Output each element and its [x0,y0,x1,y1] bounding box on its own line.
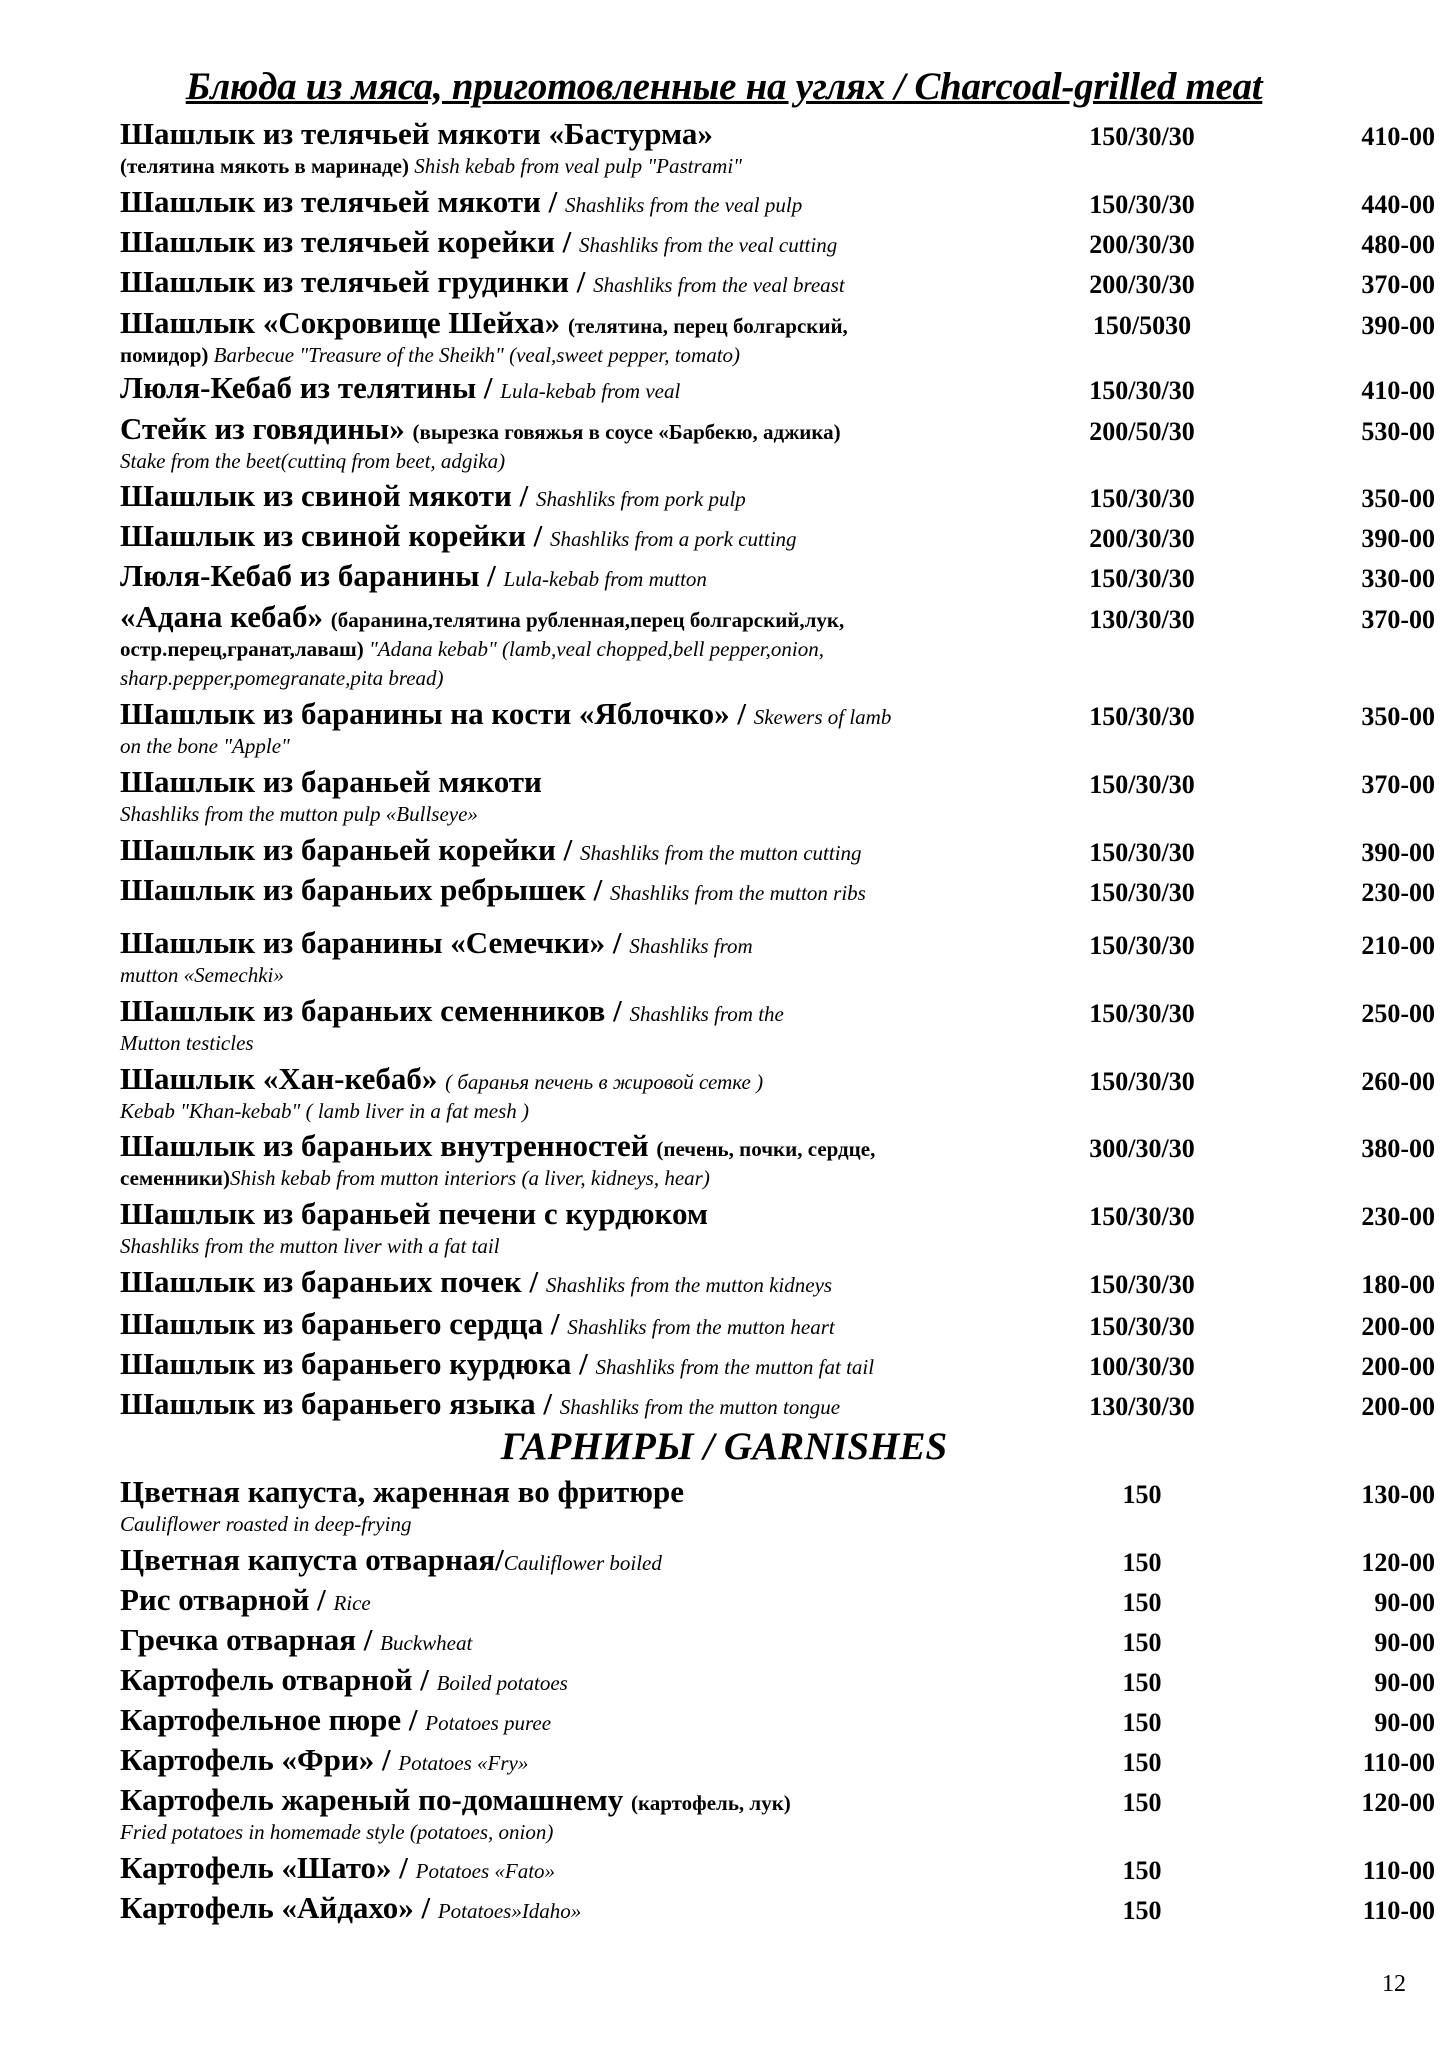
item-title-ru: Шашлык из баранины «Семечки» / [120,925,630,960]
item-title-ru: Люля-Кебаб из телятины / [120,370,501,405]
item-title-ru: Шашлык из баранины на кости «Яблочко» / [120,696,754,731]
item-title-en: Shashliks from the [629,1002,784,1026]
item-title-en: Shashliks from the veal breast [593,273,845,297]
item-name [120,1474,1000,1540]
meat-item [120,518,1435,555]
item-name [120,1196,1000,1262]
item-price: 200-00 [1361,1312,1435,1341]
item-price: 350-00 [1361,702,1435,731]
meat-item [120,993,1435,1059]
item-title-ru: Шашлык из бараньей печени с курдюком [120,1196,709,1231]
garnish-item [120,1850,1435,1887]
item-name [120,1662,1000,1699]
item-title-ru: Шашлык из бараньих внутренностей [120,1128,657,1163]
item-title-en: Shashliks from the mutton kidneys [545,1273,833,1297]
item-ingredients-ru: (вырезка говяжья в соусе «Барбекю, аджика) [412,420,841,444]
item-name [120,1542,1000,1579]
item-price: 530-00 [1361,417,1435,446]
item-title-ru: Картофель «Шато» / [120,1850,416,1885]
item-price: 210-00 [1361,931,1435,960]
item-name [120,184,1000,221]
item-weight: 150/30/30 [1089,1202,1195,1231]
item-name [120,1702,1000,1739]
item-title-ru: Картофель отварной / [120,1662,437,1697]
item-weight: 150/30/30 [1089,1270,1195,1299]
item-title-ru: Шашлык «Сокровище Шейха» [120,305,568,340]
meat-item [120,411,1435,477]
item-price: 120-00 [1361,1548,1435,1577]
garnish-item [120,1662,1435,1699]
meat-item [120,832,1435,869]
item-weight: 150 [1122,1480,1162,1509]
item-title-en: Shashliks from pork pulp [535,487,746,511]
item-name [120,599,1000,694]
item-price: 90-00 [1374,1588,1435,1617]
item-weight: 150 [1122,1748,1162,1777]
item-name [120,1346,1000,1383]
item-description-en: Shashliks from the mutton liver with a fat tail [120,1234,500,1258]
item-weight: 200/50/30 [1089,417,1195,446]
item-weight: 150/30/30 [1089,931,1195,960]
item-ingredients-ru: семенники) [120,1166,231,1190]
item-title-ru: Стейк из говядины» [120,411,413,446]
garnish-item [120,1582,1435,1619]
item-name [120,305,1000,371]
item-ingredients-ru: (телятина мякоть в маринаде) [120,154,409,178]
item-title-ru: Шашлык из телячьей мякоти / [120,184,566,219]
item-name [120,832,1000,869]
item-description-en: Mutton testicles [120,1031,254,1055]
item-title-en: Shashliks from [629,934,753,958]
item-title-en: Shashliks from the mutton ribs [609,881,866,905]
meat-item [120,599,1435,694]
item-weight: 150/30/30 [1089,1067,1195,1096]
item-title-en: Shashliks from the mutton tongue [559,1395,841,1419]
item-price: 380-00 [1361,1134,1435,1163]
item-weight: 150/30/30 [1089,999,1195,1028]
item-weight: 150/30/30 [1089,1312,1195,1341]
item-price: 480-00 [1361,230,1435,259]
item-price: 410-00 [1361,122,1435,151]
garnish-item [120,1782,1435,1848]
item-weight: 200/30/30 [1089,524,1195,553]
item-description-en: sharp.pepper,pomegranate,pita bread) [120,666,444,690]
item-ingredients-ru: помидор) [120,343,209,367]
item-title-en: Shashliks from the mutton fat tail [595,1355,875,1379]
item-title-ru: Цветная капуста отварная/ [120,1542,504,1577]
item-name [120,1582,1000,1619]
garnish-item [120,1622,1435,1659]
item-title-en: Shashliks from the veal pulp [565,193,803,217]
item-title-ru: Картофельное пюре / [120,1702,426,1737]
item-weight: 130/30/30 [1089,1392,1195,1421]
item-price: 90-00 [1374,1708,1435,1737]
item-description-en: "Adana kebab" (lamb,veal chopped,bell pepper,onion, [363,637,824,661]
item-ingredients-ru: (баранина,телятина рубленная,перец болгарский,лук, [330,608,845,632]
item-title-en: Potatoes puree [425,1711,552,1735]
item-price: 110-00 [1362,1896,1435,1925]
item-weight: 150/30/30 [1089,484,1195,513]
item-price: 250-00 [1361,999,1435,1028]
item-description-en: Shish kebab from veal pulp "Pastrami" [409,154,742,178]
garnish-item [120,1474,1435,1540]
item-name [120,224,1000,261]
item-name [120,1128,1000,1194]
item-name [120,264,1000,301]
item-name [120,1264,1000,1301]
item-title-ru: «Адана кебаб» [120,599,331,634]
item-weight: 150 [1122,1668,1162,1697]
garnish-item [120,1742,1435,1779]
meat-item [120,224,1435,261]
item-title-en: Shashliks from a pork cutting [549,527,797,551]
item-title-ru: Шашлык «Хан-кебаб» [120,1061,446,1096]
item-title-ru: Шашлык из бараньего курдюка / [120,1346,596,1381]
item-title-ru: Шашлык из телячьей корейки / [120,224,580,259]
item-name [120,696,1000,762]
item-price: 370-00 [1361,770,1435,799]
meat-item [120,305,1435,371]
item-title-en: Shashliks from the veal cutting [579,233,838,257]
item-price: 110-00 [1362,1748,1435,1777]
item-title-ru: Шашлык из свиной мякоти / [120,478,536,513]
item-weight: 150/30/30 [1089,190,1195,219]
item-title-en: Cauliflower boiled [503,1551,662,1575]
item-price: 120-00 [1361,1788,1435,1817]
item-title-ru: Шашлык из бараньего языка / [120,1386,560,1421]
meat-item [120,872,1435,909]
item-title-en: Skewers of lamb [753,705,892,729]
meat-item [120,696,1435,762]
item-weight: 150/30/30 [1089,122,1195,151]
item-price: 110-00 [1362,1856,1435,1885]
item-title-ru: Шашлык из телячьей мякоти «Бастурма» [120,116,713,151]
item-title-en: Rice [333,1591,371,1615]
item-description-en: Fried potatoes in homemade style (potatoes, onion) [120,1820,554,1844]
item-price: 130-00 [1361,1480,1435,1509]
item-price: 230-00 [1361,1202,1435,1231]
item-price: 180-00 [1361,1270,1435,1299]
item-weight: 300/30/30 [1089,1134,1195,1163]
item-weight: 150/30/30 [1089,702,1195,731]
item-title-ru: Люля-Кебаб из баранины / [120,558,504,593]
item-description-en: mutton «Semechki» [120,963,284,987]
meat-item [120,1386,1435,1423]
item-name [120,558,1000,595]
item-title-ru: Цветная капуста, жаренная во фритюре [120,1474,684,1509]
item-price: 230-00 [1361,878,1435,907]
item-weight: 130/30/30 [1089,605,1195,634]
meat-item [120,1128,1435,1194]
item-title-en: Potatoes»Idaho» [437,1899,582,1923]
item-name [120,478,1000,515]
item-title-ru: Шашлык из бараньей корейки / [120,832,581,867]
item-title-en: Potatoes «Fry» [398,1751,529,1775]
item-title-en: Potatoes «Fato» [415,1859,556,1883]
item-name [120,1850,1000,1887]
item-price: 260-00 [1361,1067,1435,1096]
item-name [120,872,1000,909]
item-weight: 150 [1122,1628,1162,1657]
item-weight: 150/5030 [1092,311,1192,340]
item-price: 370-00 [1361,605,1435,634]
item-price: 410-00 [1361,376,1435,405]
item-description-en: on the bone "Apple" [120,734,290,758]
item-title-ru: Шашлык из бараньих ребрышек / [120,872,610,907]
item-title-ru: Гречка отварная / [120,1622,381,1657]
item-weight: 150/30/30 [1089,770,1195,799]
item-title-en: Shashliks from the mutton cutting [580,841,862,865]
item-name [120,1306,1000,1343]
meat-item [120,1061,1435,1127]
item-description-en: Shashliks from the mutton pulp «Bullseye» [120,802,478,826]
item-description-en: Shish kebab from mutton interiors (a liver, kidneys, hear) [230,1166,710,1190]
item-price: 200-00 [1361,1352,1435,1381]
item-ingredients-ru: (телятина, перец болгарский, [567,314,848,338]
item-name [120,411,1000,477]
meat-item [120,1264,1435,1301]
item-title-ru: Картофель «Фри» / [120,1742,399,1777]
item-price: 440-00 [1361,190,1435,219]
meat-item [120,264,1435,301]
item-name [120,1386,1000,1423]
garnish-item [120,1890,1435,1927]
item-name [120,370,1000,407]
item-weight: 150/30/30 [1089,878,1195,907]
item-description-en: Cauliflower roasted in deep-frying [120,1512,412,1536]
item-title-en: Lula-kebab from mutton [503,567,707,591]
item-price: 390-00 [1361,838,1435,867]
item-name [120,116,1000,182]
item-name [120,1742,1000,1779]
item-weight: 150 [1122,1708,1162,1737]
page-title: Блюда из мяса, приготовленные на углях / Charcoal-grilled meat [185,65,1263,108]
item-price: 200-00 [1361,1392,1435,1421]
item-weight: 150 [1122,1896,1162,1925]
item-name [120,1061,1000,1127]
item-title-ru: Шашлык из бараньих почек / [120,1264,546,1299]
item-price: 330-00 [1361,564,1435,593]
item-title-en: Boiled potatoes [436,1671,568,1695]
item-title-ru: Шашлык из бараньих семенников / [120,993,630,1028]
item-ingredients-ru: (печень, почки, сердце, [656,1137,876,1161]
meat-item [120,764,1435,830]
meat-item [120,1306,1435,1343]
item-weight: 200/30/30 [1089,230,1195,259]
item-weight: 150 [1122,1548,1162,1577]
item-title-ru: Картофель жареный по-домашнему [120,1782,631,1817]
item-price: 350-00 [1361,484,1435,513]
garnish-section-title: ГАРНИРЫ / GARNISHES [500,1425,948,1468]
item-title-ru: Шашлык из телячьей грудинки / [120,264,594,299]
item-price: 390-00 [1361,524,1435,553]
garnish-item [120,1702,1435,1739]
item-title-ru: Шашлык из бараньего сердца / [120,1306,568,1341]
item-weight: 150 [1122,1588,1162,1617]
meat-item [120,370,1435,407]
meat-item [120,184,1435,221]
item-weight: 150 [1122,1788,1162,1817]
item-weight: 150 [1122,1856,1162,1885]
meat-item [120,116,1435,182]
item-price: 370-00 [1361,270,1435,299]
item-ingredients-ru: остр.перец,гранат,лаваш) [120,637,364,661]
garnish-item [120,1542,1435,1579]
meat-item [120,1346,1435,1383]
item-name [120,993,1000,1059]
item-weight: 200/30/30 [1089,270,1195,299]
meat-item [120,558,1435,595]
meat-item [120,925,1435,991]
item-description-en: Barbecue "Treasure of the Sheikh" (veal,sweet pepper, tomato) [208,343,741,367]
item-title-ru: Рис отварной / [120,1582,334,1617]
meat-item [120,1196,1435,1262]
item-description-en: Stake from the beet(cuttinq from beet, adgika) [120,449,506,473]
item-price: 390-00 [1361,311,1435,340]
item-name [120,1782,1000,1848]
item-weight: 150/30/30 [1089,376,1195,405]
item-name [120,1622,1000,1659]
item-weight: 100/30/30 [1089,1352,1195,1381]
item-title-ru: Шашлык из свиной корейки / [120,518,550,553]
item-price: 90-00 [1374,1668,1435,1697]
item-title-en: ( баранья печень в жировой сетке ) [445,1070,764,1094]
item-price: 90-00 [1374,1628,1435,1657]
item-weight: 150/30/30 [1089,838,1195,867]
item-title-ru: Картофель «Айдахо» / [120,1890,438,1925]
item-name [120,518,1000,555]
item-name [120,1890,1000,1927]
item-title-en: Shashliks from the mutton heart [567,1315,835,1339]
item-weight: 150/30/30 [1089,564,1195,593]
item-title-ru: Шашлык из бараньей мякоти [120,764,542,799]
item-title-en: Buckwheat [380,1631,473,1655]
meat-item [120,478,1435,515]
page-number: 12 [1382,1971,1406,1997]
item-title-en: Lula-kebab from veal [500,379,681,403]
item-ingredients-ru: (картофель, лук) [630,1791,791,1815]
item-name [120,925,1000,991]
item-description-en: Kebab "Khan-kebab" ( lamb liver in a fat mesh ) [120,1099,529,1123]
item-name [120,764,1000,830]
